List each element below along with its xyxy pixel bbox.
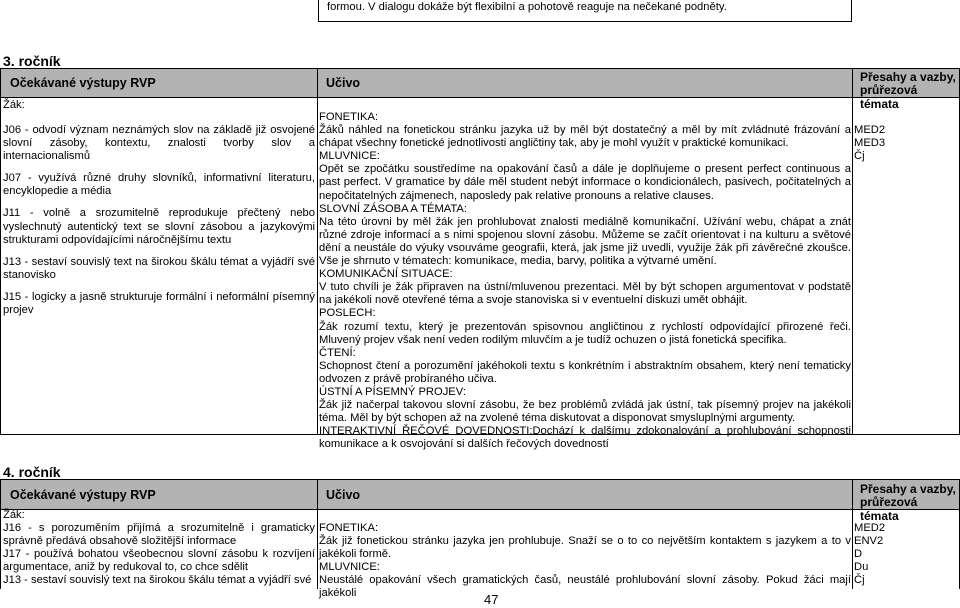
grade3-divider-1 bbox=[317, 69, 318, 434]
grade3-outcome-j07: J07 - využívá různé druhy slovníků, informativní literaturu, encyklopedie a média bbox=[3, 172, 315, 198]
grade4-overlaps bbox=[854, 522, 954, 587]
grade3-overlaps bbox=[854, 124, 954, 163]
top-continuation-box bbox=[318, 0, 852, 22]
page-number: 47 bbox=[484, 592, 499, 607]
grade4-header-overlaps-2: průřezová témata bbox=[860, 495, 918, 523]
cteni-heading: ČTENÍ: bbox=[319, 346, 356, 359]
komunikacni-situace-heading: KOMUNIKAČNÍ SITUACE: bbox=[319, 268, 453, 281]
poslech-heading: POSLECH: bbox=[319, 307, 376, 320]
grade4-header-overlaps-1: Přesahy a vazby, bbox=[860, 482, 956, 496]
grade3-header-outcomes: Očekávané výstupy RVP bbox=[10, 76, 156, 90]
ustni-pisemny-text: Žák již načerpal takovou slovní zásobu, že bez problémů zvládá jak ústní, tak písemný projev na jakékoli téma. Měl by být schopen až na zvolené téma diskutovat a disponovat smysluplnými argumenty. bbox=[319, 399, 851, 425]
grade4-student-label: Žák: bbox=[3, 509, 25, 521]
ustni-pisemny-heading: ÚSTNÍ A PÍSEMNÝ PROJEV: bbox=[319, 385, 466, 398]
fonetika-text: Žáků náhled na fonetickou stránku jazyka už by měl být dostatečný a měl by mít zvládnuté frázování a chápat všechny fonetické jednotlivosti angličtiny tak, aby je mohl využít v praktické komunikaci. bbox=[319, 124, 851, 150]
top-continuation-text: formou. V dialogu dokáže být flexibilní a pohotově reaguje na nečekané podněty. bbox=[327, 1, 727, 13]
slovni-zasoba-text: Na této úrovni by měl žák jen prohlubovat znalosti mediálně komunikační. Užívání webu, chápat a znát různé zdroje informací a s nimi spojenou slovní zásobu. Můžeme se začít orientovat i na kulturu a světové dění a neustále do výuky vsouváme geografii, která, jak jsme již uvedli, využije žák při závěrečné zkoušce. Vše je shrnuto v tématech: komunikace, media, barvy, politika a výtvarné umění. bbox=[319, 215, 851, 268]
g4-fonetika-text: Žák již fonetickou stránku jazyka jen prohlubuje. Snaží se o to co největším kontaktem s jazykem a to v jakékoli formě. bbox=[319, 535, 851, 561]
overlap-med3: MED3 bbox=[854, 137, 886, 150]
grade3-header-overlaps-2: průřezová témata bbox=[860, 83, 918, 111]
poslech-text: Žák rozumí textu, který je prezentován spisovnou angličtinou z rychlostí odpovídající přirozené řeči. Mluvený projev však není veden rodilým mluvčím a je tudíž ochuzen o jistá fonetická specifika. bbox=[319, 320, 851, 346]
grade3-content bbox=[319, 111, 851, 451]
grade3-header-content: Učivo bbox=[326, 76, 361, 90]
mluvnice-heading: MLUVNICE: bbox=[319, 150, 380, 163]
g4-mluvnice-text: Neustálé opakování všech gramatických časů, neustálé prohlubování slovní zásoby. Pokud žáci mají jakékoli bbox=[319, 574, 851, 600]
interaktivni-dovednosti-text: INTERAKTIVNÍ ŘEČOVÉ DOVEDNOSTI:Dochází k dalšímu zdokonalování a prohlubování schopnosti komunikace a k osvojování si dalších řečových dovedností bbox=[319, 425, 851, 451]
cteni-text: Schopnost čtení a porozumění jakéhokoli textu s konkrétním i abstraktním obsahem, který není tematicky odvozen z právě probíraného učiva. bbox=[319, 359, 851, 385]
g4-overlap-med2: MED2 bbox=[854, 522, 886, 534]
g4-overlap-du: Du bbox=[854, 561, 869, 574]
grade3-outcomes bbox=[3, 124, 315, 317]
grade4-outcome-j17: J17 - používá bohatou všeobecnou slovní zásobu k rozvíjení argumentace, aniž by redukoval to, co chce sdělit bbox=[3, 548, 315, 574]
grade3-header-overlaps-1: Přesahy a vazby, bbox=[860, 70, 956, 84]
grade4-content bbox=[319, 522, 851, 601]
grade3-heading: 3. ročník bbox=[3, 53, 61, 69]
g4-overlap-env2: ENV2 bbox=[854, 535, 884, 548]
fonetika-heading: FONETIKA: bbox=[319, 111, 379, 123]
g4-overlap-d: D bbox=[854, 548, 863, 561]
grade4-divider-1 bbox=[317, 480, 318, 589]
grade3-outcome-j11: J11 - volně a srozumitelně reprodukuje přečtený nebo vyslechnutý autentický text se slovní zásobou a jazykovými strukturami odpovídajícími náročnějšímu textu bbox=[3, 207, 315, 246]
grade4-outcome-j13: J13 - sestaví souvislý text na širokou škálu témat a vyjádří své bbox=[3, 574, 312, 587]
grade3-outcome-j06: J06 - odvodí význam neznámých slov na základě již osvojené slovní zásoby, kontextu, znalosti tvorby slov a internacionalismů bbox=[3, 124, 315, 163]
mluvnice-text: Opět se zpočátku soustředíme na opakování časů a dále je doplňujeme o present perfect continuous a past perfect. V gramatice by dále měl student nebýt informace o kondicionálech, pasivech, počitatelných a nepočitatelných zájmenech, naposledy pak relative pronouns a relative clauses. bbox=[319, 163, 851, 202]
grade3-table bbox=[0, 68, 960, 451]
grade3-divider-2 bbox=[852, 69, 853, 434]
grade3-outcome-j13: J13 - sestaví souvislý text na širokou škálu témat a vyjádří své stanovisko bbox=[3, 255, 315, 281]
komunikacni-situace-text: V tuto chvíli je žák připraven na ústní/mluvenou prezentaci. Měl by být schopen argumentovat v podstatě na jakékoli nově otevřené téma a svoje stanoviska si v eventuelní diskuzi umět obhájit. bbox=[319, 281, 851, 307]
grade4-divider-2 bbox=[852, 480, 853, 589]
grade4-outcome-j16: J16 - s porozuměním přijímá a srozumitelně i gramaticky správně předává obsahově složitější informace bbox=[3, 522, 315, 548]
grade3-student-label: Žák: bbox=[3, 99, 25, 111]
slovni-zasoba-heading: SLOVNÍ ZÁSOBA A TÉMATA: bbox=[319, 202, 467, 215]
g4-mluvnice-heading: MLUVNICE: bbox=[319, 561, 380, 574]
grade4-outcomes bbox=[3, 522, 315, 587]
g4-fonetika-heading: FONETIKA: bbox=[319, 522, 379, 534]
grade3-outcome-j15: J15 - logicky a jasně strukturuje formální i neformální písemný projev bbox=[3, 290, 315, 317]
overlap-cj: Čj bbox=[854, 150, 865, 163]
grade4-header-outcomes: Očekávané výstupy RVP bbox=[10, 488, 156, 502]
g4-overlap-cj: Čj bbox=[854, 574, 865, 587]
overlap-med2: MED2 bbox=[854, 124, 886, 136]
grade4-header-content: Učivo bbox=[326, 488, 361, 502]
grade4-heading: 4. ročník bbox=[3, 464, 61, 480]
